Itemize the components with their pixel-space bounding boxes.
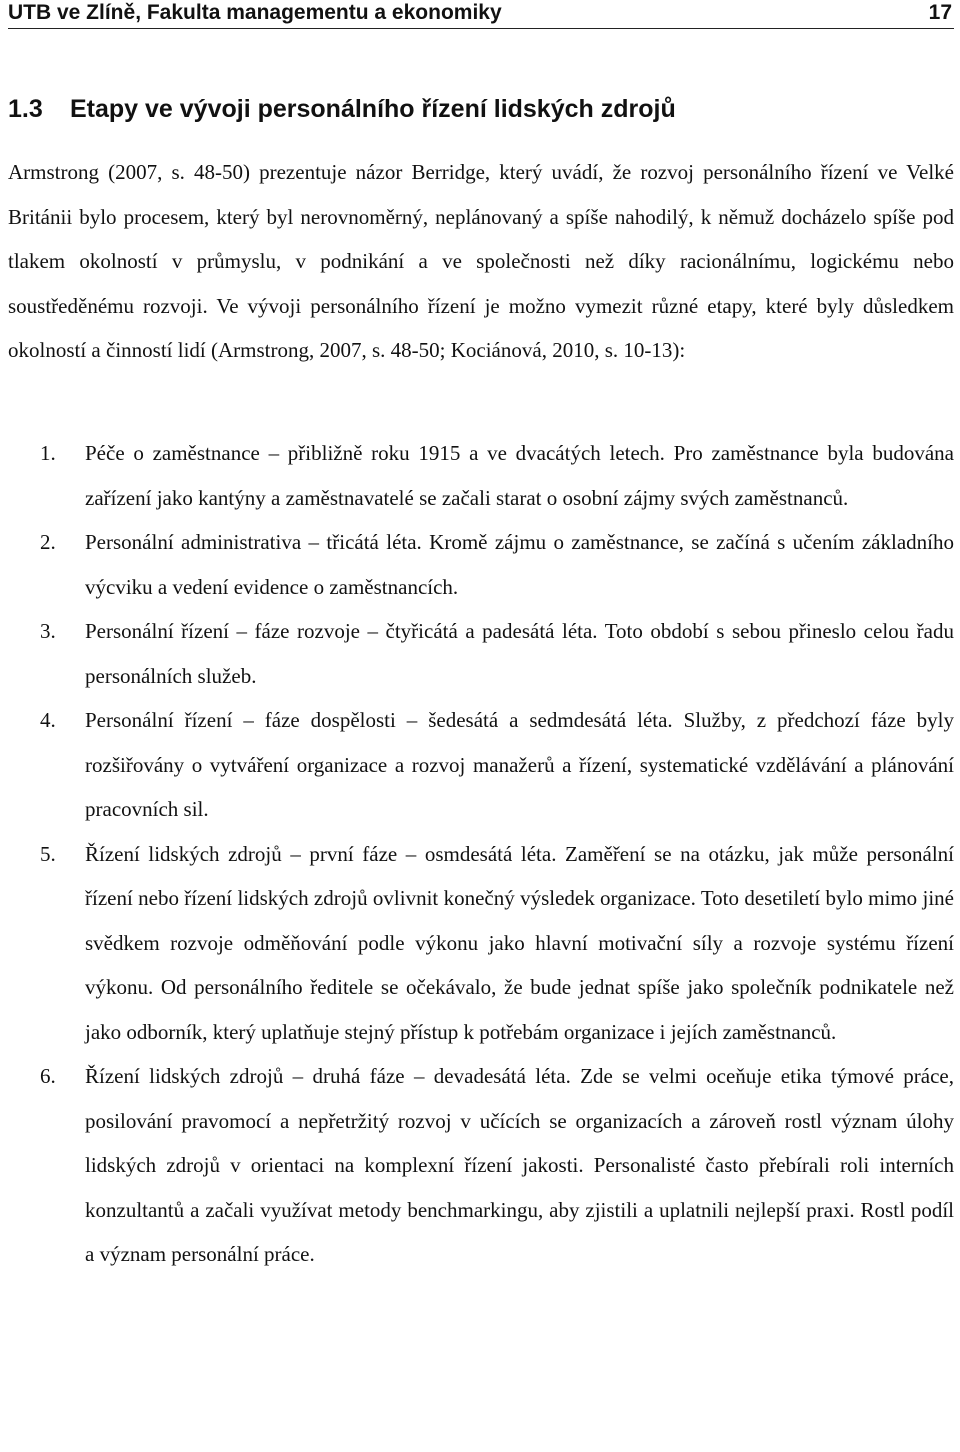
list-marker: 1. xyxy=(40,441,56,465)
section-heading xyxy=(8,92,676,126)
list-marker: 4. xyxy=(40,708,56,732)
list-marker: 6. xyxy=(40,1064,56,1088)
stages-list xyxy=(8,431,954,1277)
list-marker: 5. xyxy=(40,841,56,866)
list-item-text: Řízení lidských zdrojů – druhá fáze – devadesátá léta. Zde se velmi oceňuje etika týmové práce, posilování pravomocí a nepřetržitý rozvoj v učících se organizacích a zároveň rostl význam úlohy lidských zdrojů v orientaci na komplexní řízení jakosti. Personalisté často přebírali roli interních konzultantů a začali využívat metody benchmarkingu, aby zjistili a uplatnili nejlepší praxi. Rostl podíl a význam personální práce. xyxy=(85,1064,954,1266)
list-item-text: Personální řízení – fáze dospělosti – šedesátá a sedmdesátá léta. Služby, z předchozí fáze byly rozšiřovány o vytváření organizace a rozvoj manažerů a řízení, systematické vzdělávání a plánování pracovních sil. xyxy=(85,708,954,821)
list-marker: 2. xyxy=(40,530,56,554)
list-item-text: Péče o zaměstnance – přibližně roku 1915 a ve dvacátých letech. Pro zaměstnance byla budována zařízení jako kantýny a zaměstnavatelé se začali starat o osobní zájmy svých zaměstnanců. xyxy=(85,441,954,510)
list-item xyxy=(8,832,954,1055)
list-item xyxy=(8,431,954,520)
section-number: 1.3 xyxy=(8,95,43,123)
list-marker: 3. xyxy=(40,619,56,643)
list-item xyxy=(8,609,954,698)
list-item xyxy=(8,1054,954,1277)
list-item-text: Personální administrativa – třicátá léta. Kromě zájmu o zaměstnance, se začíná s učením základního výcviku a vedení evidence o zaměstnancích. xyxy=(85,530,954,599)
section-title: Etapy ve vývoji personálního řízení lidských zdrojů xyxy=(70,95,676,123)
page-number: 17 xyxy=(928,1,952,24)
header-title: UTB ve Zlíně, Fakulta managementu a ekonomiky xyxy=(8,1,502,24)
list-item-text: Personální řízení – fáze rozvoje – čtyřicátá a padesátá léta. Toto období s sebou přineslo celou řadu personálních služeb. xyxy=(85,619,954,688)
list-item-text: Řízení lidských zdrojů – první fáze – osmdesátá léta. Zaměření se na otázku, jak může personální řízení nebo řízení lidských zdrojů ovlivnit konečný výsledek organizace. Toto desetiletí bylo mimo jiné svědkem rozvoje odměňování podle výkonu jako hlavní motivační síly a rozvoje systému řízení výkonu. Od personálního ředitele se očekávalo, že bude jednat spíše jako společník podnikatele než jako odborník, který uplatňuje stejný přístup k potřebám organizace i jejích zaměstnanců. xyxy=(85,841,954,1044)
list-item xyxy=(8,698,954,832)
list-item xyxy=(8,520,954,609)
running-header xyxy=(8,0,954,29)
intro-paragraph: Armstrong (2007, s. 48-50) prezentuje názor Berridge, který uvádí, že rozvoj personálního řízení ve Velké Británii bylo procesem, který byl nerovnoměrný, neplánovaný a spíše nahodilý, k němuž docházelo spíše pod tlakem okolností v průmyslu, v podnikání a ve společnosti než díky racionálnímu, logickému nebo soustředěnému rozvoji. Ve vývoji personálního řízení je možno vymezit různé etapy, které byly důsledkem okolností a činností lidí (Armstrong, 2007, s. 48-50; Kociánová, 2010, s. 10-13): xyxy=(8,160,954,362)
